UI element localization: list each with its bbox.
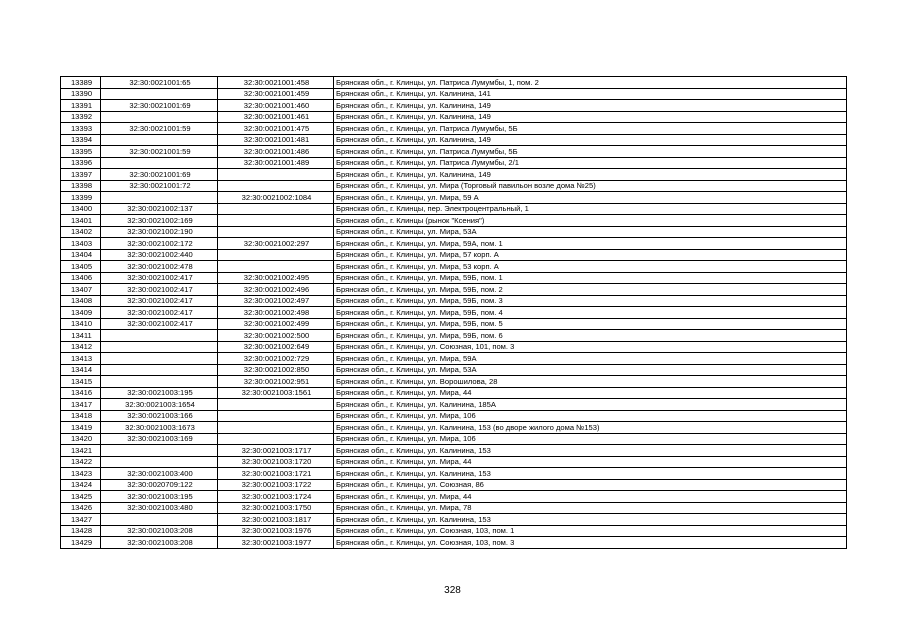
address-cell: Брянская обл., г. Клинцы, ул. Калинина, 149: [334, 100, 847, 112]
address-cell: Брянская обл., г. Клинцы, ул. Мира, 44: [334, 491, 847, 503]
cadastral-number-cell: [101, 341, 218, 353]
row-number-cell: 13426: [61, 502, 101, 514]
object-cadastral-number-cell: 32:30:0021003:1750: [218, 502, 334, 514]
table-row: [61, 238, 847, 250]
row-number-cell: 13398: [61, 180, 101, 192]
object-cadastral-number-cell: 32:30:0021002:495: [218, 272, 334, 284]
cadastral-number-cell: 32:30:0021002:172: [101, 238, 218, 250]
table-row: [61, 226, 847, 238]
row-number-cell: 13404: [61, 249, 101, 261]
row-number-cell: 13427: [61, 514, 101, 526]
table-row: [61, 169, 847, 181]
cadastral-number-cell: 32:30:0021003:1673: [101, 422, 218, 434]
row-number-cell: 13422: [61, 456, 101, 468]
table-row: [61, 330, 847, 342]
row-number-cell: 13402: [61, 226, 101, 238]
row-number-cell: 13390: [61, 88, 101, 100]
cadastral-number-cell: 32:30:0021001:65: [101, 77, 218, 89]
table-row: [61, 479, 847, 491]
cadastral-number-cell: 32:30:0021002:417: [101, 307, 218, 319]
table-row: [61, 364, 847, 376]
address-cell: Брянская обл., г. Клинцы, ул. Союзная, 101, пом. 3: [334, 341, 847, 353]
row-number-cell: 13394: [61, 134, 101, 146]
object-cadastral-number-cell: 32:30:0021001:459: [218, 88, 334, 100]
object-cadastral-number-cell: 32:30:0021002:297: [218, 238, 334, 250]
cadastral-number-cell: 32:30:0021002:478: [101, 261, 218, 273]
address-cell: Брянская обл., г. Клинцы, ул. Калинина, 149: [334, 111, 847, 123]
object-cadastral-number-cell: 32:30:0021003:1722: [218, 479, 334, 491]
object-cadastral-number-cell: 32:30:0021001:489: [218, 157, 334, 169]
cadastral-number-cell: [101, 111, 218, 123]
address-cell: Брянская обл., г. Клинцы, ул. Калинина, 149: [334, 169, 847, 181]
object-cadastral-number-cell: 32:30:0021003:1561: [218, 387, 334, 399]
row-number-cell: 13391: [61, 100, 101, 112]
object-cadastral-number-cell: [218, 261, 334, 273]
address-cell: Брянская обл., г. Клинцы, ул. Мира, 106: [334, 433, 847, 445]
object-cadastral-number-cell: [218, 203, 334, 215]
cadastral-number-cell: 32:30:0021003:480: [101, 502, 218, 514]
address-cell: Брянская обл., г. Клинцы, ул. Мира, 59 А: [334, 192, 847, 204]
table-row: [61, 537, 847, 549]
table-row: [61, 456, 847, 468]
address-cell: Брянская обл., г. Клинцы, ул. Патриса Лумумбы, 5Б: [334, 123, 847, 135]
address-cell: Брянская обл., г. Клинцы, ул. Мира, 44: [334, 387, 847, 399]
object-cadastral-number-cell: [218, 215, 334, 227]
table-row: [61, 295, 847, 307]
address-cell: Брянская обл., г. Клинцы (рынок "Ксения"): [334, 215, 847, 227]
registry-table: [60, 76, 847, 549]
table-row: [61, 111, 847, 123]
address-cell: Брянская обл., г. Клинцы, ул. Мира, 53А: [334, 226, 847, 238]
cadastral-number-cell: 32:30:0020709:122: [101, 479, 218, 491]
address-cell: Брянская обл., г. Клинцы, ул. Калинина, 153: [334, 468, 847, 480]
object-cadastral-number-cell: 32:30:0021001:461: [218, 111, 334, 123]
address-cell: Брянская обл., г. Клинцы, ул. Калинина, 141: [334, 88, 847, 100]
row-number-cell: 13407: [61, 284, 101, 296]
row-number-cell: 13401: [61, 215, 101, 227]
cadastral-number-cell: [101, 353, 218, 365]
table-row: [61, 399, 847, 411]
row-number-cell: 13420: [61, 433, 101, 445]
row-number-cell: 13397: [61, 169, 101, 181]
cadastral-number-cell: [101, 330, 218, 342]
row-number-cell: 13389: [61, 77, 101, 89]
object-cadastral-number-cell: 32:30:0021001:460: [218, 100, 334, 112]
object-cadastral-number-cell: 32:30:0021001:481: [218, 134, 334, 146]
address-cell: Брянская обл., г. Клинцы, ул. Мира, 78: [334, 502, 847, 514]
address-cell: Брянская обл., г. Клинцы, ул. Мира, 57 корп. А: [334, 249, 847, 261]
row-number-cell: 13399: [61, 192, 101, 204]
cadastral-number-cell: 32:30:0021001:59: [101, 123, 218, 135]
row-number-cell: 13411: [61, 330, 101, 342]
address-cell: Брянская обл., г. Клинцы, ул. Мира (Торговый павильон возле дома №25): [334, 180, 847, 192]
address-cell: Брянская обл., г. Клинцы, ул. Мира, 59Б, пом. 5: [334, 318, 847, 330]
table-row: [61, 445, 847, 457]
table-row: [61, 272, 847, 284]
row-number-cell: 13406: [61, 272, 101, 284]
row-number-cell: 13418: [61, 410, 101, 422]
address-cell: Брянская обл., г. Клинцы, ул. Патриса Лумумбы, 2/1: [334, 157, 847, 169]
cadastral-number-cell: 32:30:0021002:440: [101, 249, 218, 261]
table-row: [61, 422, 847, 434]
row-number-cell: 13405: [61, 261, 101, 273]
object-cadastral-number-cell: 32:30:0021002:498: [218, 307, 334, 319]
object-cadastral-number-cell: 32:30:0021002:649: [218, 341, 334, 353]
cadastral-number-cell: 32:30:0021003:208: [101, 537, 218, 549]
object-cadastral-number-cell: [218, 169, 334, 181]
table-row: [61, 77, 847, 89]
cadastral-number-cell: [101, 157, 218, 169]
table-row: [61, 134, 847, 146]
row-number-cell: 13400: [61, 203, 101, 215]
row-number-cell: 13425: [61, 491, 101, 503]
row-number-cell: 13409: [61, 307, 101, 319]
table-row: [61, 525, 847, 537]
cadastral-number-cell: 32:30:0021002:417: [101, 272, 218, 284]
address-cell: Брянская обл., г. Клинцы, ул. Мира, 59Б, пом. 2: [334, 284, 847, 296]
table-row: [61, 192, 847, 204]
address-cell: Брянская обл., г. Клинцы, ул. Мира, 59Б, пом. 3: [334, 295, 847, 307]
cadastral-number-cell: 32:30:0021003:166: [101, 410, 218, 422]
table-row: [61, 307, 847, 319]
row-number-cell: 13403: [61, 238, 101, 250]
row-number-cell: 13410: [61, 318, 101, 330]
address-cell: Брянская обл., г. Клинцы, ул. Калинина, 149: [334, 134, 847, 146]
table-row: [61, 433, 847, 445]
table-row: [61, 100, 847, 112]
table-row: [61, 376, 847, 388]
cadastral-number-cell: [101, 134, 218, 146]
cadastral-number-cell: 32:30:0021001:69: [101, 169, 218, 181]
table-row: [61, 514, 847, 526]
table-row: [61, 468, 847, 480]
table-row: [61, 341, 847, 353]
object-cadastral-number-cell: [218, 399, 334, 411]
row-number-cell: 13393: [61, 123, 101, 135]
cadastral-number-cell: 32:30:0021002:190: [101, 226, 218, 238]
address-cell: Брянская обл., г. Клинцы, ул. Мира, 59А: [334, 353, 847, 365]
address-cell: Брянская обл., г. Клинцы, ул. Мира, 59Б, пом. 4: [334, 307, 847, 319]
address-cell: Брянская обл., г. Клинцы, ул. Калинина, 153: [334, 445, 847, 457]
row-number-cell: 13408: [61, 295, 101, 307]
cadastral-number-cell: 32:30:0021003:208: [101, 525, 218, 537]
cadastral-number-cell: 32:30:0021002:169: [101, 215, 218, 227]
cadastral-number-cell: 32:30:0021002:417: [101, 295, 218, 307]
object-cadastral-number-cell: 32:30:0021002:729: [218, 353, 334, 365]
object-cadastral-number-cell: 32:30:0021002:499: [218, 318, 334, 330]
row-number-cell: 13423: [61, 468, 101, 480]
cadastral-number-cell: [101, 192, 218, 204]
address-cell: Брянская обл., г. Клинцы, ул. Союзная, 103, пом. 1: [334, 525, 847, 537]
object-cadastral-number-cell: [218, 433, 334, 445]
object-cadastral-number-cell: 32:30:0021001:486: [218, 146, 334, 158]
object-cadastral-number-cell: 32:30:0021003:1721: [218, 468, 334, 480]
cadastral-number-cell: 32:30:0021003:169: [101, 433, 218, 445]
table-row: [61, 88, 847, 100]
table-row: [61, 203, 847, 215]
object-cadastral-number-cell: [218, 180, 334, 192]
cadastral-number-cell: 32:30:0021003:400: [101, 468, 218, 480]
address-cell: Брянская обл., г. Клинцы, ул. Мира, 59Б, пом. 1: [334, 272, 847, 284]
cadastral-number-cell: 32:30:0021003:1654: [101, 399, 218, 411]
row-number-cell: 13429: [61, 537, 101, 549]
cadastral-number-cell: [101, 376, 218, 388]
object-cadastral-number-cell: 32:30:0021003:1976: [218, 525, 334, 537]
object-cadastral-number-cell: 32:30:0021001:458: [218, 77, 334, 89]
cadastral-number-cell: 32:30:0021003:195: [101, 491, 218, 503]
object-cadastral-number-cell: [218, 422, 334, 434]
table-row: [61, 215, 847, 227]
object-cadastral-number-cell: [218, 249, 334, 261]
table-row: [61, 410, 847, 422]
address-cell: Брянская обл., г. Клинцы, ул. Мира, 59Б, пом. 6: [334, 330, 847, 342]
address-cell: Брянская обл., г. Клинцы, ул. Патриса Лумумбы, 5Б: [334, 146, 847, 158]
table-row: [61, 284, 847, 296]
object-cadastral-number-cell: 32:30:0021002:497: [218, 295, 334, 307]
cadastral-number-cell: 32:30:0021002:417: [101, 284, 218, 296]
table-row: [61, 261, 847, 273]
address-cell: Брянская обл., г. Клинцы, ул. Союзная, 86: [334, 479, 847, 491]
page-number: 328: [444, 585, 461, 596]
table-row: [61, 157, 847, 169]
row-number-cell: 13396: [61, 157, 101, 169]
table-row: [61, 180, 847, 192]
registry-table-body: [61, 77, 847, 549]
table-row: [61, 249, 847, 261]
cadastral-number-cell: [101, 445, 218, 457]
object-cadastral-number-cell: 32:30:0021002:1084: [218, 192, 334, 204]
row-number-cell: 13416: [61, 387, 101, 399]
object-cadastral-number-cell: 32:30:0021003:1724: [218, 491, 334, 503]
address-cell: Брянская обл., г. Клинцы, ул. Патриса Лумумбы, 1, пом. 2: [334, 77, 847, 89]
cadastral-number-cell: [101, 88, 218, 100]
cadastral-number-cell: 32:30:0021002:417: [101, 318, 218, 330]
address-cell: Брянская обл., г. Клинцы, ул. Калинина, 185А: [334, 399, 847, 411]
table-row: [61, 491, 847, 503]
row-number-cell: 13415: [61, 376, 101, 388]
address-cell: Брянская обл., г. Клинцы, ул. Калинина, 153 (во дворе жилого дома №153): [334, 422, 847, 434]
object-cadastral-number-cell: 32:30:0021002:951: [218, 376, 334, 388]
object-cadastral-number-cell: 32:30:0021002:496: [218, 284, 334, 296]
cadastral-number-cell: [101, 456, 218, 468]
table-row: [61, 387, 847, 399]
row-number-cell: 13414: [61, 364, 101, 376]
object-cadastral-number-cell: 32:30:0021002:500: [218, 330, 334, 342]
address-cell: Брянская обл., г. Клинцы, пер. Электроцентральный, 1: [334, 203, 847, 215]
row-number-cell: 13412: [61, 341, 101, 353]
cadastral-number-cell: [101, 364, 218, 376]
table-row: [61, 123, 847, 135]
row-number-cell: 13413: [61, 353, 101, 365]
address-cell: Брянская обл., г. Клинцы, ул. Мира, 53 корп. А: [334, 261, 847, 273]
address-cell: Брянская обл., г. Клинцы, ул. Мира, 59А, пом. 1: [334, 238, 847, 250]
object-cadastral-number-cell: 32:30:0021002:850: [218, 364, 334, 376]
cadastral-number-cell: 32:30:0021001:72: [101, 180, 218, 192]
table-row: [61, 146, 847, 158]
address-cell: Брянская обл., г. Клинцы, ул. Мира, 53А: [334, 364, 847, 376]
address-cell: Брянская обл., г. Клинцы, ул. Союзная, 103, пом. 3: [334, 537, 847, 549]
cadastral-number-cell: [101, 514, 218, 526]
cadastral-number-cell: 32:30:0021003:195: [101, 387, 218, 399]
row-number-cell: 13421: [61, 445, 101, 457]
cadastral-number-cell: 32:30:0021001:59: [101, 146, 218, 158]
row-number-cell: 13419: [61, 422, 101, 434]
table-row: [61, 353, 847, 365]
address-cell: Брянская обл., г. Клинцы, ул. Калинина, 153: [334, 514, 847, 526]
row-number-cell: 13417: [61, 399, 101, 411]
address-cell: Брянская обл., г. Клинцы, ул. Ворошилова, 28: [334, 376, 847, 388]
object-cadastral-number-cell: [218, 410, 334, 422]
address-cell: Брянская обл., г. Клинцы, ул. Мира, 44: [334, 456, 847, 468]
table-row: [61, 502, 847, 514]
row-number-cell: 13424: [61, 479, 101, 491]
row-number-cell: 13428: [61, 525, 101, 537]
object-cadastral-number-cell: 32:30:0021001:475: [218, 123, 334, 135]
object-cadastral-number-cell: [218, 226, 334, 238]
cadastral-number-cell: 32:30:0021001:69: [101, 100, 218, 112]
row-number-cell: 13395: [61, 146, 101, 158]
cadastral-number-cell: 32:30:0021002:137: [101, 203, 218, 215]
address-cell: Брянская обл., г. Клинцы, ул. Мира, 106: [334, 410, 847, 422]
object-cadastral-number-cell: 32:30:0021003:1717: [218, 445, 334, 457]
object-cadastral-number-cell: 32:30:0021003:1977: [218, 537, 334, 549]
object-cadastral-number-cell: 32:30:0021003:1720: [218, 456, 334, 468]
object-cadastral-number-cell: 32:30:0021003:1817: [218, 514, 334, 526]
row-number-cell: 13392: [61, 111, 101, 123]
table-row: [61, 318, 847, 330]
